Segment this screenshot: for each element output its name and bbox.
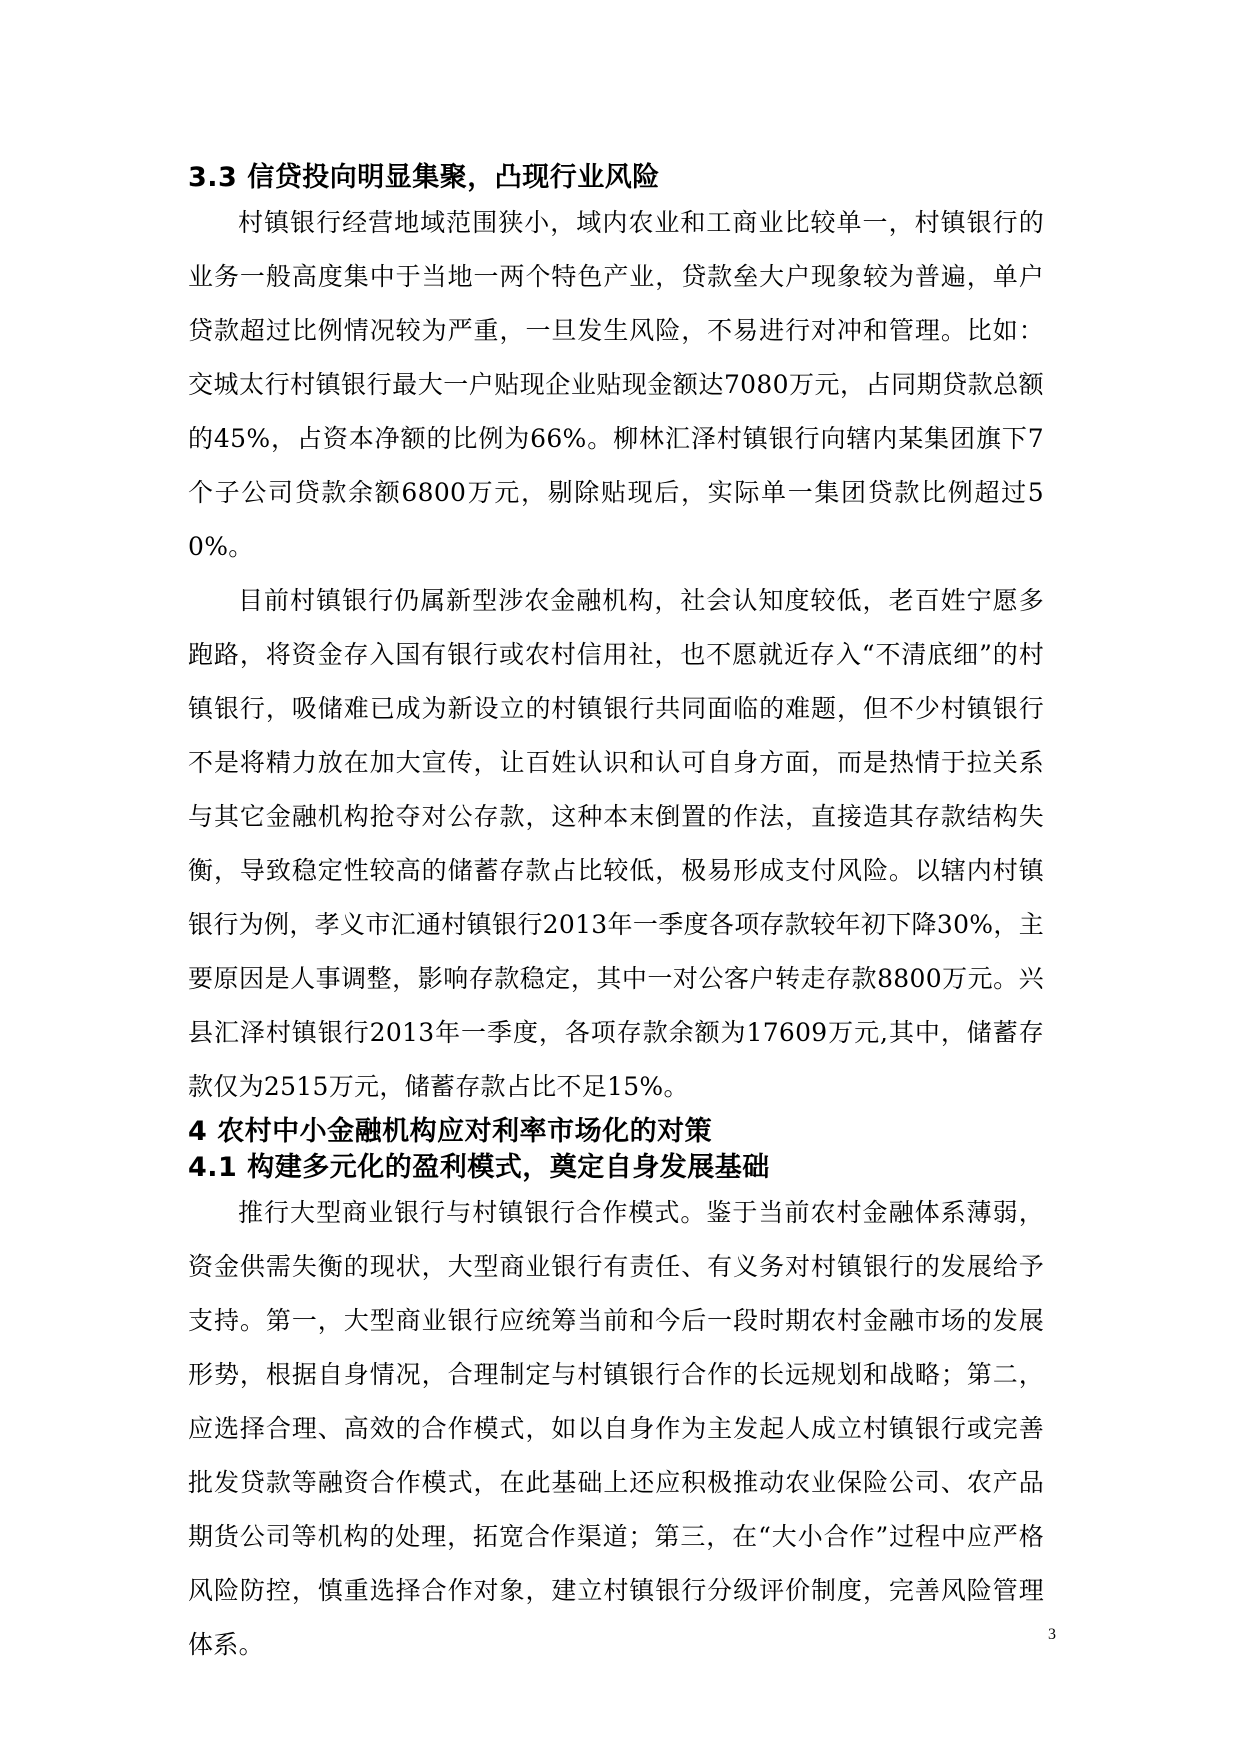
paragraph-4-1-1: 推行大型商业银行与村镇银行合作模式。鉴于当前农村金融体系薄弱，资金供需失衡的现状，大型商业银行有责任、有义务对村镇银行的发展给予支持。第一，大型商业银行应统筹当前和今后一段时期农村金融市场的发展形势，根据自身情况，合理制定与村镇银行合作的长远规划和战略；第二，应选择合理、高效的合作模式，如以自身作为主发起人成立村镇银行或完善批发贷款等融资合作模式，在此基础上还应积极推动农业保险公司、农产品期货公司等机构的处理，拓宽合作渠道；第三，在“大小合作”过程中应严格风险防控，慎重选择合作对象，建立村镇银行分级评价制度，完善风险管理体系。 (188, 1198, 1044, 1659)
section-heading-3-3: 3.3 信贷投向明显集聚，凸现行业风险 (188, 162, 660, 193)
section-heading-4: 4 农村中小金融机构应对利率市场化的对策 (188, 1116, 713, 1147)
page-number: 3 (1048, 1626, 1056, 1643)
page-content (188, 160, 1044, 1672)
section-heading-4-1: 4.1 构建多元化的盈利模式，奠定自身发展基础 (188, 1152, 770, 1183)
paragraph-3-3-1: 村镇银行经营地域范围狭小，域内农业和工商业比较单一，村镇银行的业务一般高度集中于当地一两个特色产业，贷款垒大户现象较为普遍，单户贷款超过比例情况较为严重，一旦发生风险，不易进行对冲和管理。比如：交城太行村镇银行最大一户贴现企业贴现金额达7080万元，占同期贷款总额的45%，占资本净额的比例为66%。柳林汇泽村镇银行向辖内某集团旗下7个子公司贷款余额6800万元，剔除贴现后，实际单一集团贷款比例超过50%。 (188, 208, 1044, 561)
paragraph-3-3-2: 目前村镇银行仍属新型涉农金融机构，社会认知度较低，老百姓宁愿多跑路，将资金存入国有银行或农村信用社，也不愿就近存入“不清底细”的村镇银行，吸储难已成为新设立的村镇银行共同面临的难题，但不少村镇银行不是将精力放在加大宣传，让百姓认识和认可自身方面，而是热情于拉关系与其它金融机构抢夺对公存款，这种本末倒置的作法，直接造其存款结构失衡，导致稳定性较高的储蓄存款占比较低，极易形成支付风险。以辖内村镇银行为例，孝义市汇通村镇银行2013年一季度各项存款较年初下降30%，主要原因是人事调整，影响存款稳定，其中一对公客户转走存款8800万元。兴县汇泽村镇银行2013年一季度，各项存款余额为17609万元,其中，储蓄存款仅为2515万元，储蓄存款占比不足15%。 (188, 586, 1044, 1101)
